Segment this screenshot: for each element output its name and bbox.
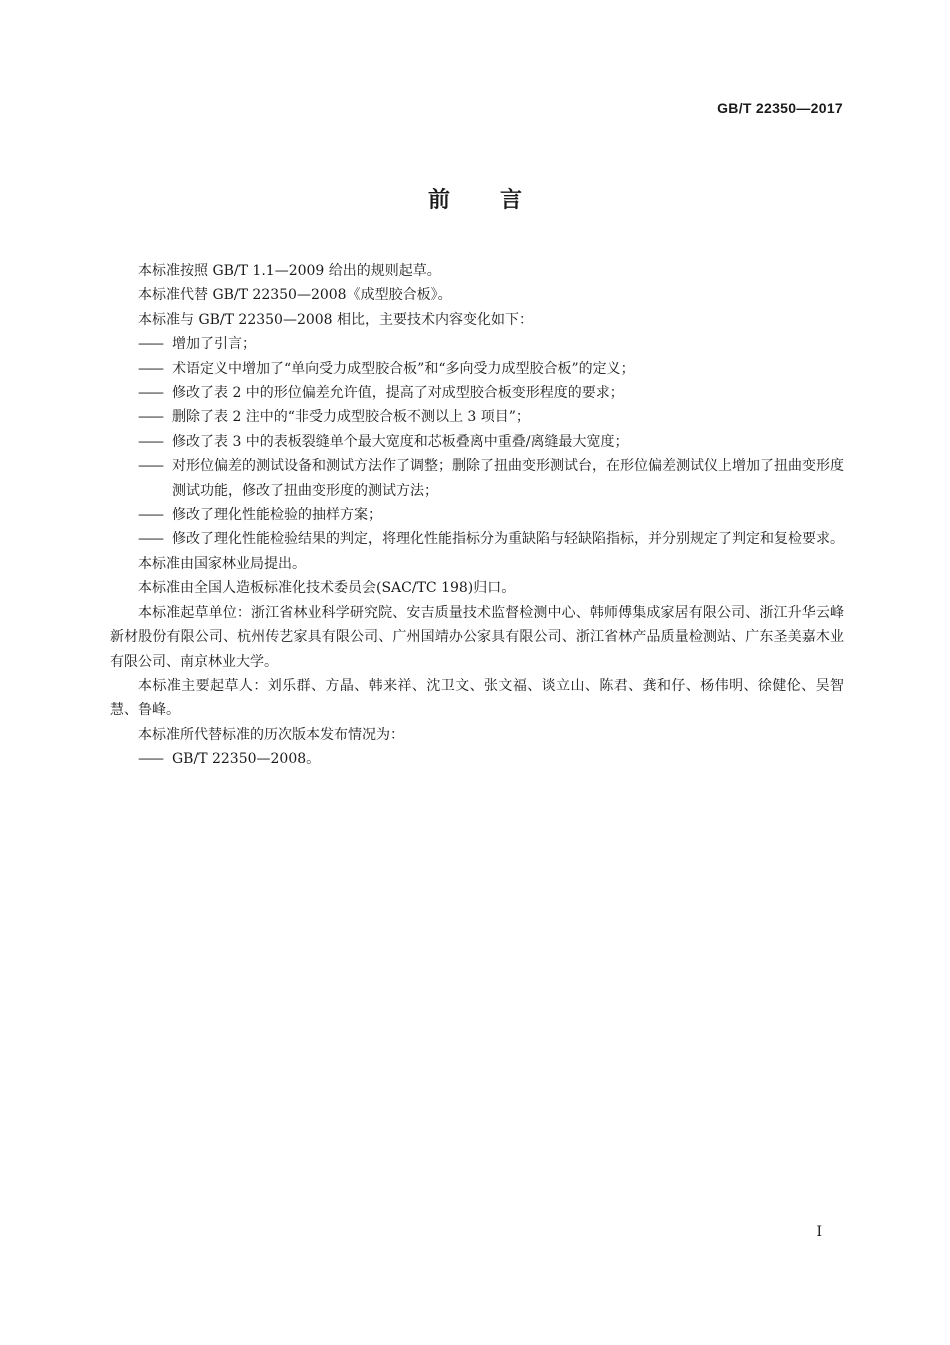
paragraph-drafting-rules: 本标准按照 GB/T 1.1—2009 给出的规则起草。 <box>138 263 441 279</box>
paragraph-drafters: 本标准主要起草人：刘乐群、方晶、韩来祥、沈卫文、张文福、谈立山、陈君、龚和仔、杨伟明、徐健伦、吴智慧、鲁峰。 <box>110 677 844 719</box>
dash-marker: —— <box>138 507 162 524</box>
dash-marker: —— <box>138 409 162 426</box>
standard-number: GB/T 22350—2017 <box>717 100 843 116</box>
list-item: —— 删除了表 2 注中的“非受力成型胶合板不测以上 3 项目”； <box>110 405 844 429</box>
list-item: —— 对形位偏差的测试设备和测试方法作了调整；删除了扭曲变形测试台，在形位偏差测试仪上增加了扭曲变形度测试功能，修改了扭曲变形度的测试方法； <box>110 454 844 503</box>
page-title <box>0 183 950 214</box>
dash-marker: —— <box>138 458 162 475</box>
paragraph-changes-intro: 本标准与 GB/T 22350—2008 相比，主要技术内容变化如下： <box>138 311 534 328</box>
dash-marker: —— <box>138 751 162 768</box>
paragraph-replaces: 本标准代替 GB/T 22350—2008《成型胶合板》。 <box>138 287 452 304</box>
page-title-right-char: 言 <box>500 188 523 213</box>
dash-marker: —— <box>138 433 162 450</box>
list-item: —— 修改了表 3 中的表板裂缝单个最大宽度和芯板叠离中重叠/离缝最大宽度； <box>110 430 844 454</box>
dash-marker: —— <box>138 385 162 402</box>
list-item: —— 修改了表 2 中的形位偏差允许值，提高了对成型胶合板变形程度的要求； <box>110 381 844 405</box>
list-item: —— GB/T 22350—2008。 <box>110 747 844 771</box>
list-item: —— 修改了理化性能检验的抽样方案； <box>110 503 844 527</box>
paragraph-drafting-units: 本标准起草单位：浙江省林业科学研究院、安吉质量技术监督检测中心、韩师傅集成家居有限公司、浙江升华云峰新材股份有限公司、杭州传艺家具有限公司、广州国靖办公家具有限公司、浙江省林产品质量检测站、广东圣美嘉木业有限公司、南京林业大学。 <box>110 604 844 670</box>
paragraph-proposed-by: 本标准由国家林业局提出。 <box>138 555 306 572</box>
dash-marker: —— <box>138 336 162 353</box>
paragraph-previous-editions: 本标准所代替标准的历次版本发布情况为： <box>138 726 404 743</box>
foreword-body <box>110 259 844 772</box>
list-item: —— 增加了引言； <box>110 332 844 356</box>
dash-marker: —— <box>138 531 162 548</box>
page-title-left-char: 前 <box>427 188 450 213</box>
paragraph-centralized-by: 本标准由全国人造板标准化技术委员会(SAC/TC 198)归口。 <box>138 580 516 597</box>
page-number: I <box>816 1224 822 1240</box>
list-item: —— 修改了理化性能检验结果的判定，将理化性能指标分为重缺陷与轻缺陷指标，并分别规定了判定和复检要求。 <box>110 527 844 551</box>
dash-marker: —— <box>138 360 162 377</box>
list-item: —— 术语定义中增加了“单向受力成型胶合板”和“多向受力成型胶合板”的定义； <box>110 357 844 381</box>
